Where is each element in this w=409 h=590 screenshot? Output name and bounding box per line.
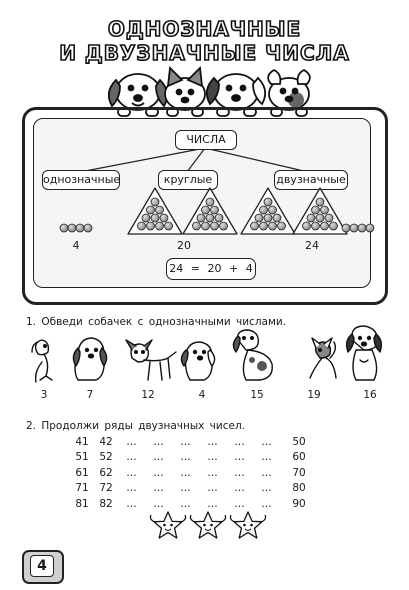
row-first-number: 81 (75, 497, 89, 510)
row-blank[interactable]: … (261, 466, 272, 479)
row-last-number: 60 (292, 451, 306, 464)
scheme-right-node: двузначные (274, 170, 348, 190)
page-title-line2: И ДВУЗНАЧНЫЕ ЧИСЛА (59, 41, 350, 65)
row-blank[interactable]: … (261, 497, 272, 510)
row-first-number: 71 (75, 482, 89, 495)
row-blank[interactable]: … (207, 435, 218, 448)
row-blank[interactable]: … (180, 497, 191, 510)
row-second-number: 72 (99, 482, 113, 495)
row-blank[interactable]: … (234, 482, 245, 495)
row-blank[interactable]: … (153, 466, 164, 479)
row-blank[interactable]: … (126, 497, 137, 510)
row-blank[interactable]: … (153, 482, 164, 495)
row-second-number: 42 (99, 435, 113, 448)
scheme-left-node: однозначные (42, 170, 120, 190)
star-1-icon (150, 512, 185, 538)
dog-number-7: 16 (363, 389, 377, 401)
star-3-icon (230, 512, 265, 538)
row-blank[interactable]: … (234, 497, 245, 510)
row-blank[interactable]: … (207, 466, 218, 479)
row-blank[interactable]: … (207, 482, 218, 495)
row-blank[interactable]: … (180, 466, 191, 479)
row-blank[interactable]: … (234, 435, 245, 448)
scheme-root-node: ЧИСЛА (175, 130, 237, 150)
row-blank[interactable]: … (180, 482, 191, 495)
scheme-left-value: 4 (72, 239, 80, 252)
star-2-icon (190, 512, 225, 538)
scheme-right-value: 24 (305, 239, 319, 252)
scheme-equation: 24 = 20 + 4 (166, 258, 256, 280)
row-blank[interactable]: … (207, 497, 218, 510)
row-first-number: 51 (75, 451, 89, 464)
row-blank[interactable]: … (234, 451, 245, 464)
row-blank[interactable]: … (207, 451, 218, 464)
dog-number-2: 7 (86, 389, 94, 401)
page-number: 4 (30, 555, 54, 577)
row-blank[interactable]: … (180, 451, 191, 464)
row-blank[interactable]: … (126, 451, 137, 464)
dog-number-3: 12 (141, 389, 155, 401)
row-last-number: 80 (292, 482, 306, 495)
page-title-line1: ОДНОЗНАЧНЫЕ (107, 17, 302, 41)
row-blank[interactable]: … (153, 435, 164, 448)
dog-number-1: 3 (40, 389, 48, 401)
row-first-number: 61 (75, 466, 89, 479)
row-blank[interactable]: … (126, 466, 137, 479)
row-blank[interactable]: … (126, 435, 137, 448)
row-blank[interactable]: … (261, 451, 272, 464)
row-last-number: 50 (292, 435, 306, 448)
row-last-number: 90 (292, 497, 306, 510)
dog-number-5: 15 (250, 389, 264, 401)
row-blank[interactable]: … (180, 435, 191, 448)
row-second-number: 82 (99, 497, 113, 510)
task1-instruction: 1. Обведи собачек с однозначными числами. (26, 316, 287, 328)
row-second-number: 52 (99, 451, 113, 464)
row-blank[interactable]: … (261, 482, 272, 495)
row-blank[interactable]: … (234, 466, 245, 479)
scheme-middle-value: 20 (177, 239, 191, 252)
scheme-middle-node: круглые (158, 170, 218, 190)
task2-instruction: 2. Продолжи ряды двузначных чисел. (26, 420, 245, 432)
dog-number-6: 19 (307, 389, 321, 401)
row-blank[interactable]: … (153, 451, 164, 464)
row-blank[interactable]: … (126, 482, 137, 495)
dog-number-4: 4 (198, 389, 206, 401)
row-last-number: 70 (292, 466, 306, 479)
row-blank[interactable]: … (153, 497, 164, 510)
row-blank[interactable]: … (261, 435, 272, 448)
page-number-badge (22, 550, 64, 584)
row-second-number: 62 (99, 466, 113, 479)
row-first-number: 41 (75, 435, 89, 448)
